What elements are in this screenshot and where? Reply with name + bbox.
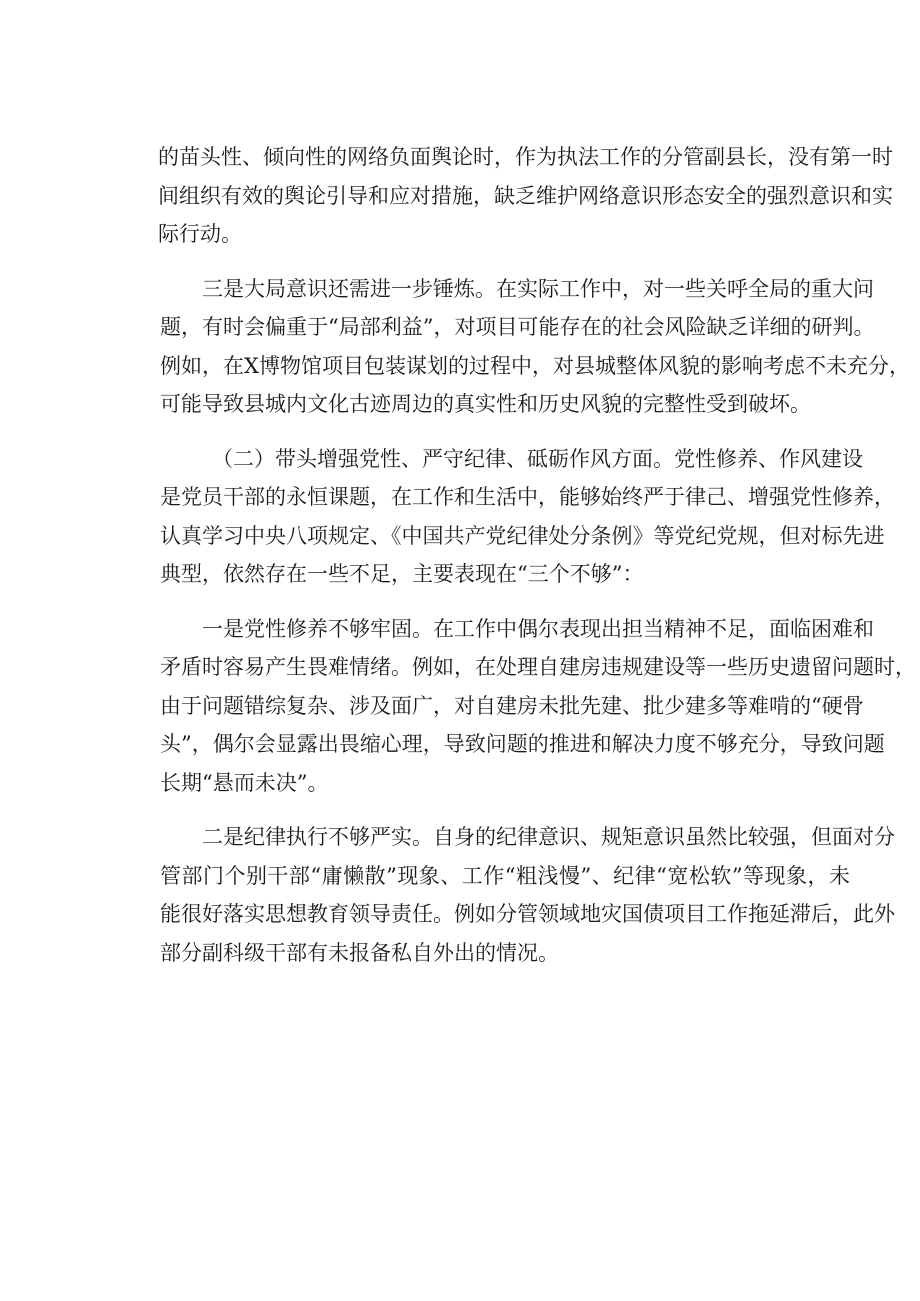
text-line: 头”，偶尔会显露出畏缩心理，导致问题的推进和解决力度不够充分，导致问题	[160, 732, 885, 756]
text-line: 由于问题错综复杂、涉及面广，对自建房未批先建、批少建多等难啃的“硬骨	[160, 693, 864, 718]
text-line: 认真学习中央八项规定、《中国共产党纪律处分条例》等党纪党规，但对标先进	[160, 523, 885, 548]
text-line: 是党员干部的永恒课题，在工作和生活中，能够始终严于律己、增强党性修养，	[160, 485, 895, 509]
text-line: 际行动。	[158, 222, 242, 246]
text-line: 长期“悬而未决”。	[160, 770, 329, 795]
text-line: 间组织有效的舆论引导和应对措施，缺乏维护网络意识形态安全的强烈意识和实	[158, 183, 893, 208]
text-line: 一是党性修养不够牢固。在工作中偶尔表现出担当精神不足，面临困难和	[202, 616, 874, 641]
text-line: 二是纪律执行不够严实。自身的纪律意识、规矩意识虽然比较强，但面对分	[202, 825, 895, 849]
paragraph-discipline	[160, 818, 895, 972]
text-line: （二）带头增强党性、严守纪律、砥砺作风方面。党性修养、作风建设	[212, 446, 863, 471]
text-line: 典型，依然存在一些不足，主要表现在“三个不够”：	[160, 562, 644, 586]
text-line: 可能导致县城内文化古迹周边的真实性和历史风貌的完整性受到破坏。	[160, 392, 811, 416]
paragraph-overall-awareness	[160, 270, 910, 424]
text-line: 部分副科级干部有未报备私自外出的情况。	[160, 940, 559, 965]
text-line: 题，有时会偏重于“局部利益”，对项目可能存在的社会风险缺乏详细的研判。	[160, 315, 875, 339]
paragraph-continuation	[158, 138, 893, 254]
text-line: 矛盾时容易产生畏难情绪。例如，在处理自建房违规建设等一些历史遗留问题时，	[160, 655, 916, 679]
document-body	[158, 138, 916, 988]
text-line: 能很好落实思想教育领导责任。例如分管领域地灾国债项目工作拖延滞后，此外	[160, 902, 895, 926]
text-line: 的苗头性、倾向性的网络负面舆论时，作为执法工作的分管副县长，没有第一时	[158, 145, 893, 169]
paragraph-party-spirit	[160, 610, 916, 803]
paragraph-section-two-heading	[160, 440, 895, 594]
text-line: 三是大局意识还需进一步锤炼。在实际工作中，对一些关呼全局的重大问	[202, 276, 874, 301]
text-line: 管部门个别干部“庸懒散”现象、工作“粗浅慢”、纪律“宽松软”等现象，未	[160, 863, 850, 888]
text-line: 例如，在X博物馆项目包装谋划的过程中，对县城整体风貌的影响考虑不未充分，	[160, 353, 910, 378]
